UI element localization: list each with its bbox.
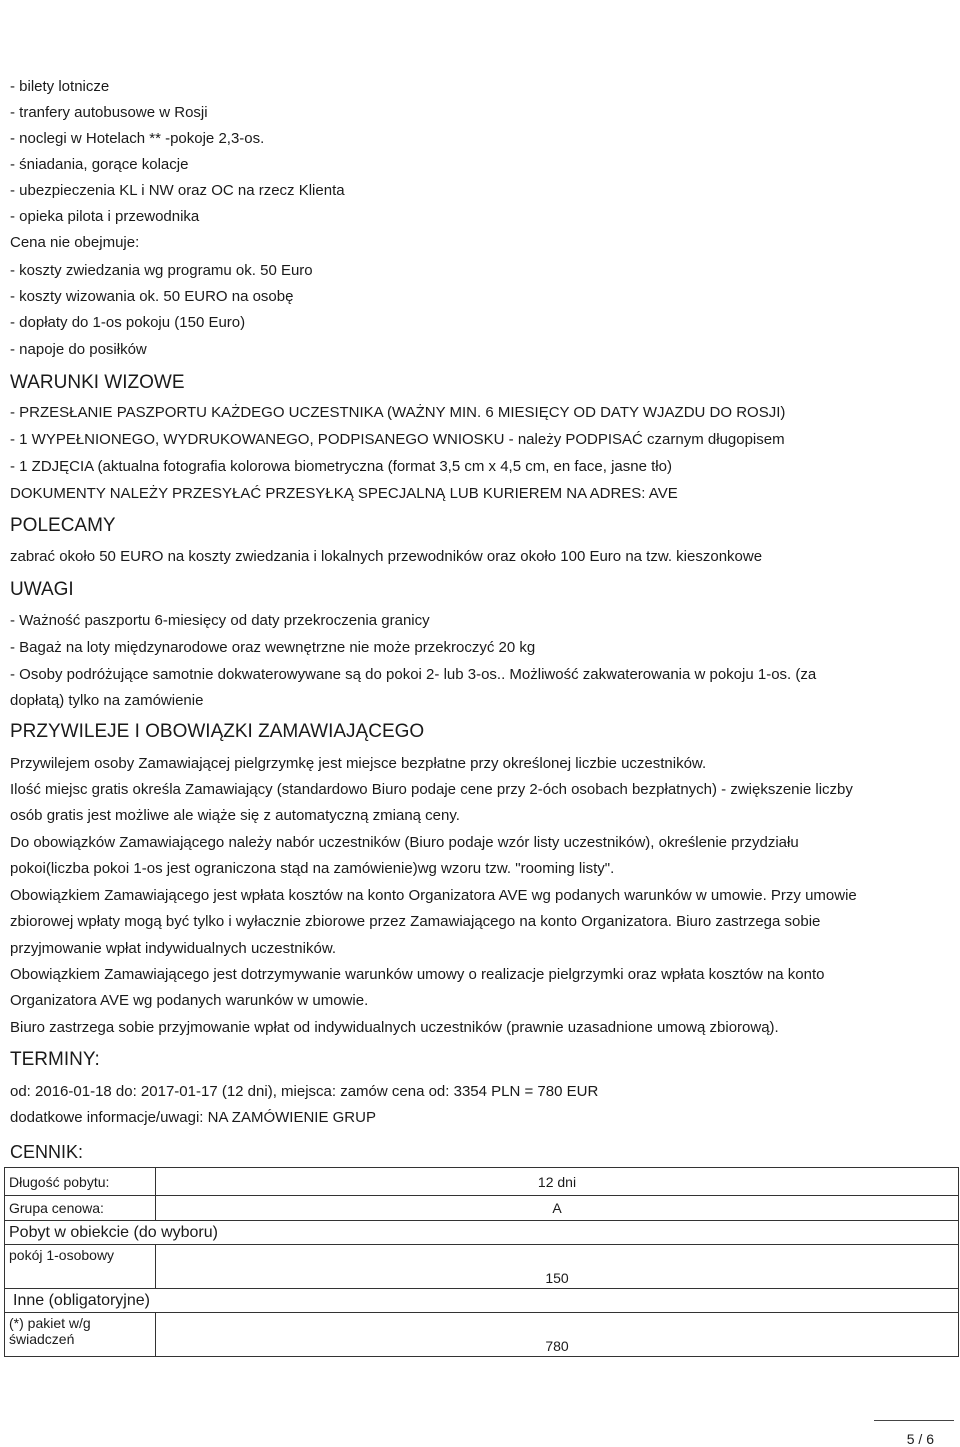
privileges-line: Obowiązkiem Zamawiającego jest wpłata kosztów na konto Organizatora AVE wg podanych warunków w umowie. Przy umowie (10, 887, 857, 904)
included-item: - noclegi w Hotelach ** -pokoje 2,3-os. (10, 130, 265, 147)
included-item: - opieka pilota i przewodnika (10, 208, 200, 225)
terms-heading: TERMINY: (10, 1049, 100, 1070)
group-value: A (156, 1196, 959, 1221)
visa-heading: WARUNKI WIZOWE (10, 372, 185, 393)
room-price: 150 (156, 1245, 959, 1289)
duration-label: Długość pobytu: (5, 1168, 156, 1196)
terms-info: dodatkowe informacje/uwagi: NA ZAMÓWIENIE GRUP (10, 1109, 376, 1126)
table-row (5, 1289, 959, 1313)
recommend-text: zabrać około 50 EURO na koszty zwiedzania i lokalnych przewodników oraz około 100 Euro na tzw. kieszonkowe (10, 548, 763, 565)
table-row (5, 1245, 959, 1289)
table-row (5, 1168, 959, 1196)
included-item: - tranfery autobusowe w Rosji (10, 104, 208, 121)
pricelist-heading: CENNIK: (10, 1142, 84, 1162)
included-item: - ubezpieczenia KL i NW oraz OC na rzecz Klienta (10, 182, 345, 199)
privileges-line: osób gratis jest możliwe ale wiąże się z automatyczną zmianą ceny. (10, 807, 460, 824)
privileges-heading: PRZYWILEJE I OBOWIĄZKI ZAMAWIAJĄCEGO (10, 721, 425, 742)
included-item: - bilety lotnicze (10, 78, 110, 95)
visa-line: - 1 ZDJĘCIA (aktualna fotografia kolorowa biometryczna (format 3,5 cm x 4,5 cm, en face, jasne tło) (10, 458, 672, 475)
privileges-line: przyjmowanie wpłat indywidualnych uczestników. (10, 940, 336, 957)
table-row (5, 1313, 959, 1357)
table-row (5, 1196, 959, 1221)
privileges-line: Biuro zastrzega sobie przyjmowanie wpłat od indywidualnych uczestników (prawnie uzasadnione umową zbiorową). (10, 1019, 779, 1036)
group-label: Grupa cenowa: (5, 1196, 156, 1221)
privileges-line: Przywilejem osoby Zamawiającej pielgrzymkę jest miejsce bezpłatne przy określonej liczbie uczestników. (10, 755, 707, 772)
page-number: 5 / 6 (906, 1431, 934, 1447)
notes-line: - Osoby podróżujące samotnie dokwaterowywane są do pokoi 2- lub 3-os.. Możliwość zakwaterowania w pokoju 1-os. (za (10, 666, 817, 683)
excluded-item: - koszty wizowania ok. 50 EURO na osobę (10, 288, 294, 305)
notes-line: - Bagaż na loty międzynarodowe oraz wewnętrzne nie może przekroczyć 20 kg (10, 639, 536, 656)
package-price: 780 (156, 1313, 959, 1357)
excluded-item: - dopłaty do 1-os pokoju (150 Euro) (10, 314, 246, 331)
table-row (5, 1221, 959, 1245)
other-category: Inne (obligatoryjne) (5, 1289, 959, 1313)
privileges-line: pokoi(liczba pokoi 1-os jest ograniczona stąd na zamówienie)wg wzoru tzw. "rooming listy". (10, 860, 615, 877)
privileges-line: zbiorowej wpłaty mogą być tylko i wyłacznie zbiorowe przez Zamawiającego na konto Organizatora. Biuro zastrzega sobie (10, 913, 821, 930)
stay-category: Pobyt w obiekcie (do wyboru) (5, 1221, 959, 1245)
visa-line: DOKUMENTY NALEŻY PRZESYŁAĆ PRZESYŁKĄ SPECJALNĄ LUB KURIEREM NA ADRES: AVE (10, 485, 678, 502)
notes-heading: UWAGI (10, 579, 74, 600)
included-item: - śniadania, gorące kolacje (10, 156, 189, 173)
privileges-line: Ilość miejsc gratis określa Zamawiający (standardowo Biuro podaje cene przy 2-óch osobach bezpłatnych) - zwiększenie liczby (10, 781, 853, 798)
room-label: pokój 1-osobowy (5, 1245, 156, 1289)
terms-dates: od: 2016-01-18 do: 2017-01-17 (12 dni), miejsca: zamów cena od: 3354 PLN = 780 EUR (10, 1083, 599, 1100)
excluded-title: Cena nie obejmuje: (10, 234, 140, 251)
privileges-line: Do obowiązków Zamawiającego należy nabór uczestników (Biuro podaje wzór listy uczestników), określenie przydziału (10, 834, 799, 851)
notes-line: dopłatą) tylko na zamówienie (10, 692, 204, 709)
visa-line: - PRZESŁANIE PASZPORTU KAŻDEGO UCZESTNIKA (WAŻNY MIN. 6 MIESIĘCY OD DATY WJAZDU DO ROSJI) (10, 404, 786, 421)
privileges-line: Obowiązkiem Zamawiającego jest dotrzymywanie warunków umowy o realizacje pielgrzymki oraz wpłata kosztów na konto (10, 966, 825, 983)
excluded-item: - napoje do posiłków (10, 341, 147, 358)
visa-line: - 1 WYPEŁNIONEGO, WYDRUKOWANEGO, PODPISANEGO WNIOSKU - należy PODPISAĆ czarnym długopisem (10, 431, 785, 448)
package-label: (*) pakiet w/g świadczeń (5, 1313, 156, 1357)
notes-line: - Ważność paszportu 6-miesięcy od daty przekroczenia granicy (10, 612, 430, 629)
footer-divider (874, 1420, 954, 1421)
pricelist-table (4, 1167, 959, 1357)
recommend-heading: POLECAMY (10, 515, 116, 536)
excluded-item: - koszty zwiedzania wg programu ok. 50 Euro (10, 262, 313, 279)
privileges-line: Organizatora AVE wg podanych warunków w umowie. (10, 992, 369, 1009)
duration-value: 12 dni (156, 1168, 959, 1196)
